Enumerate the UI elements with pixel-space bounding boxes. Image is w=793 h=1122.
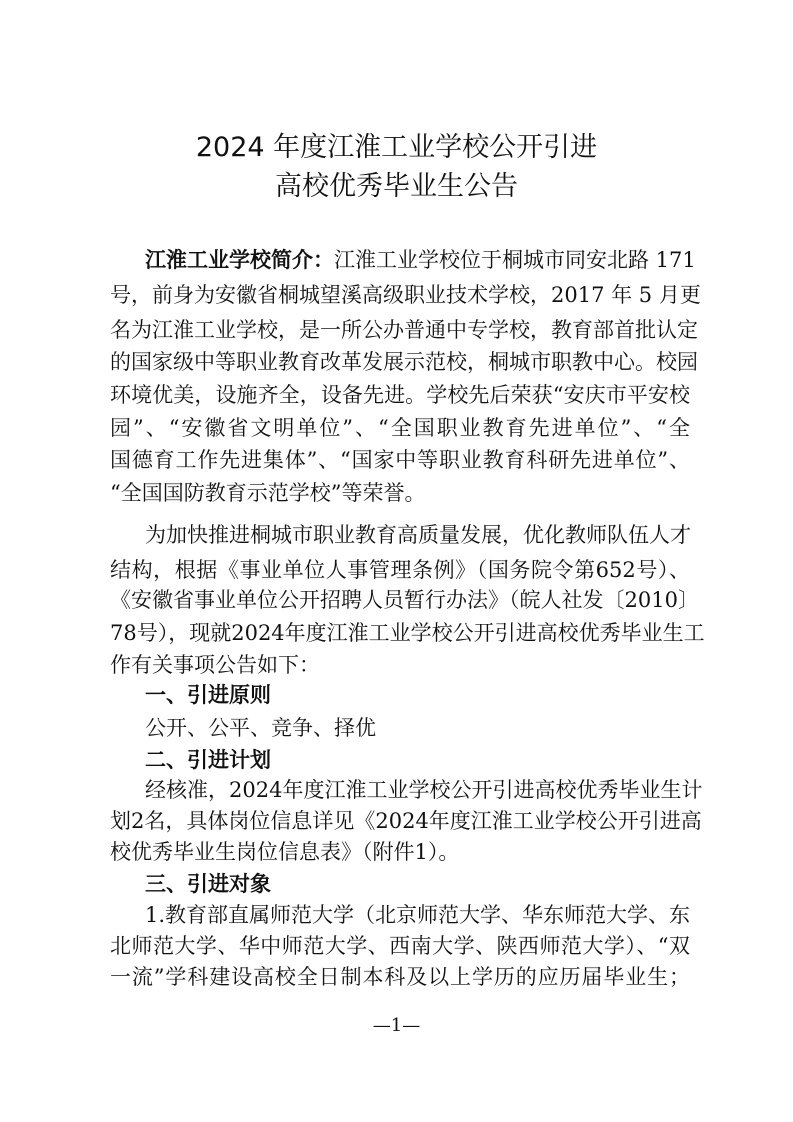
text-line: 经核准，2024年度江淮工业学校公开引进高校优秀毕业生计 xyxy=(145,778,703,802)
text-line: 的国家级中等职业教育改革发展示范校，桐城市职教中心。校园 xyxy=(110,350,698,374)
text-line: “全国国防教育示范学校”等荣誉。 xyxy=(110,481,426,505)
text-line: 1.教育部直属师范大学（北京师范大学、华东师范大学、东 xyxy=(145,903,691,927)
section-heading: 三、引进对象 xyxy=(145,872,271,896)
intro-label: 江淮工业学校简介： xyxy=(145,248,334,272)
text-line: 《安徽省事业单位公开招聘人员暂行办法》（皖人社发〔2010〕 xyxy=(110,588,699,612)
text-line: 结构，根据《事业单位人事管理条例》（国务院令第652号）、 xyxy=(110,558,690,582)
text-line: 校优秀毕业生岗位信息表》（附件1）。 xyxy=(110,840,460,864)
text-line: 作有关事项公告如下： xyxy=(110,653,320,677)
text-line: 名为江淮工业学校，是一所公办普通中专学校，教育部首批认定 xyxy=(110,318,698,342)
text-line: 园”、“安徽省文明单位”、“全国职业教育先进单位”、“全 xyxy=(110,416,690,440)
text-line: 号，前身为安徽省桐城望溪高级职业技术学校，2017 年 5 月更 xyxy=(110,283,701,307)
title-line-2: 高校优秀毕业生公告 xyxy=(275,171,518,202)
text-line: 公开、公平、竞争、择优 xyxy=(145,716,376,740)
title-line-1: 2024 年度江淮工业学校公开引进 xyxy=(195,132,598,163)
text-line: 国德育工作先进集体”、“国家中等职业教育科研先进单位”、 xyxy=(110,448,690,472)
text-line: 划2名，具体岗位信息详见《2024年度江淮工业学校公开引进高 xyxy=(110,809,702,833)
text-line: 一流”学科建设高校全日制本科及以上学历的应历届毕业生； xyxy=(110,965,690,989)
text-line: 环境优美，设施齐全，设备先进。学校先后荣获“安庆市平安校 xyxy=(110,383,690,407)
text-line: 北师范大学、华中师范大学、西南大学、陕西师范大学）、“双 xyxy=(110,934,690,958)
section-heading: 一、引进原则 xyxy=(145,683,271,707)
text-line: 为加快推进桐城市职业教育高质量发展，优化教师队伍人才 xyxy=(145,523,691,547)
text-line: 江淮工业学校简介：江淮工业学校位于桐城市同安北路 171 xyxy=(145,248,696,272)
section-heading: 二、引进计划 xyxy=(145,748,271,772)
text-line: 78号），现就2024年度江淮工业学校公开引进高校优秀毕业生工 xyxy=(110,621,705,645)
page-number: —1— xyxy=(372,1015,421,1036)
